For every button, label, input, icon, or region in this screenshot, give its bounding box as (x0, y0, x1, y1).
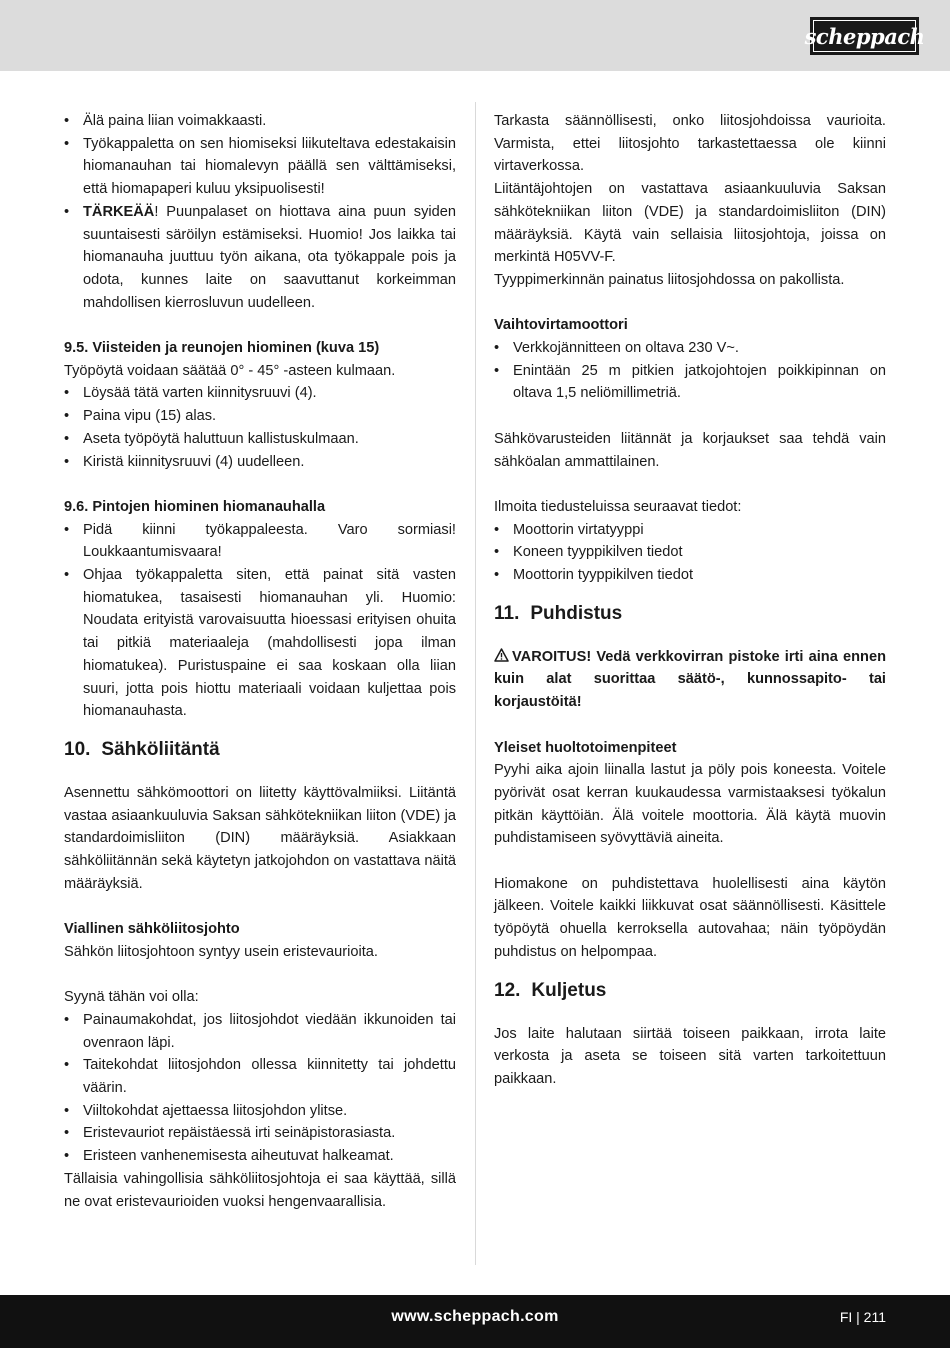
causes-outro: Tällaisia vahingollisia sähköliitosjohtoja ei saa käyttää, sillä ne ovat eristevaurioiden vuoksi hengenvaarallisia. (64, 1170, 456, 1210)
faulty-cable-text: Sähkön liitosjohtoon syntyy usein eristevaurioita. (64, 943, 378, 960)
list-item (64, 201, 456, 315)
list-item: • Verkkojännitteen on oltava 230 V~. (494, 337, 886, 360)
list-item: • Pidä kiinni työkappaleesta. Varo sormiasi! Loukkaantumisvaara! (64, 519, 456, 564)
section-10-heading (64, 737, 456, 763)
warning-text: VAROITUS! Vedä verkkovirran pistoke irti aina ennen kuin alat suorittaa säätö-, kunnossapito- tai korjaustöitä! (494, 648, 886, 711)
page-number: FI | 211 (839, 1309, 886, 1325)
ac-motor-list (494, 337, 886, 405)
important-label: TÄRKEÄÄ (83, 203, 155, 220)
footer-website: www.scheppach.com (391, 1308, 559, 1325)
section-12-heading (494, 978, 886, 1004)
cable-standard-text: Liitäntäjohtojen on vastattava asiaankuuluvia Saksan sähkötekniikan liiton (VDE) ja standardoimisliiton (DIN) määräyksiä. Käytä vain sellaisia liitosjohtoja, joissa on merkintä H05VV-F. (494, 181, 886, 266)
section-9-6-title: 9.6. Pintojen hiominen hiomanauhalla (64, 498, 326, 515)
section-9-5-title: 9.5. Viisteiden ja reunojen hiominen (kuva 15) (64, 340, 380, 357)
electrician-text: Sähkövarusteiden liitännät ja korjaukset saa tehdä vain sähköalan ammattilainen. (494, 430, 886, 470)
maintenance-text: Pyyhi aika ajoin liinalla lastut ja pöly pois koneesta. Voitele pyörivät osat kerran kuukaudessa varmistaaksesi työkalun pitkän käyttöiän. Älä voitele moottoria. Älä käytä muovin puhdistamiseen syövyttäviä aineita. (494, 762, 886, 847)
list-item: • Enintään 25 m pitkien jatkojohtojen poikkipinnan on oltava 1,5 neliömillimetriä. (494, 360, 886, 405)
list-item: • Eristeen vanhenemisesta aiheutuvat halkeamat. (64, 1145, 456, 1168)
warning-triangle-icon (494, 648, 509, 662)
brand-logo (804, 17, 925, 55)
transport-text: Jos laite halutaan siirtää toiseen paikkaan, irrota laite verkosta ja aseta se toiseen sitä varten tarkoitettuun paikkaan. (494, 1025, 886, 1087)
section-title: Kuljetus (531, 979, 607, 1001)
left-column (64, 110, 456, 1213)
section-number: 10. (64, 738, 91, 760)
list-item: • Älä paina liian voimakkaasti. (64, 110, 456, 133)
section-9-5-steps (64, 382, 456, 473)
cleaning-text: Hiomakone on puhdistettava huolellisesti aina käytön jälkeen. Voitele kaikki liikkuvat osat säännöllisesti. Käsittele työpöytä ohuella kerroksella autovahaa; näin työpöydän puhdistus on helpompaa. (494, 875, 886, 960)
right-column (494, 110, 886, 1091)
list-item: • Viiltokohdat ajettaessa liitosjohdon ylitse. (64, 1100, 456, 1123)
list-item: • Moottorin virtatyyppi (494, 519, 886, 542)
section-title: Sähköliitäntä (101, 738, 220, 760)
section-9-6-steps (64, 519, 456, 723)
section-title: Puhdistus (530, 602, 623, 624)
inquiry-list (494, 519, 886, 587)
list-item: • Aseta työpöytä haluttuun kallistuskulmaan. (64, 428, 456, 451)
list-item: • Kiristä kiinnitysruuvi (4) uudelleen. (64, 451, 456, 474)
maintenance-title: Yleiset huoltotoimenpiteet (494, 739, 677, 756)
list-item: • Painaumakohdat, jos liitosjohdot viedään ikkunoiden tai ovenraon läpi. (64, 1009, 456, 1054)
cable-check-text: Tarkasta säännöllisesti, onko liitosjohdoissa vaurioita. Varmista, ettei liitosjohto tarkastettaessa ole kiinni virtaverkossa. (494, 113, 886, 175)
column-divider (475, 102, 476, 1265)
section-number: 12. (494, 979, 521, 1001)
list-item: • Koneen tyyppikilven tiedot (494, 541, 886, 564)
important-text: ! Puunpalaset on hiottava aina puun syiden suuntaisesti säröilyn estämiseksi. Huomio! Jos laikka tai hiomanauha juuttuu työn aikana, ota työkappale pois ja odota, kunnes laite on saavuttanut korkeimman mahdollisen kierrosluvun uudelleen. (83, 203, 456, 311)
type-marking-text: Tyyppimerkinnän painatus liitosjohdossa on pakollista. (494, 271, 845, 288)
list-item: • Löysää tätä varten kiinnitysruuvi (4). (64, 382, 456, 405)
sanding-tips-list (64, 110, 456, 314)
brand-logo-text: scheppach (804, 23, 925, 49)
section-11-heading (494, 601, 886, 627)
causes-list (64, 1009, 456, 1168)
section-9-5-intro: Työpöytä voidaan säätää 0° - 45° -asteen kulmaan. (64, 362, 396, 379)
list-item: • Paina vipu (15) alas. (64, 405, 456, 428)
list-item: • Eristevauriot repäistäessä irti seinäpistorasiasta. (64, 1122, 456, 1145)
inquiry-intro: Ilmoita tiedusteluissa seuraavat tiedot: (494, 498, 742, 515)
list-item: • Työkappaletta on sen hiomiseksi liikuteltava edestakaisin hiomanauhan tai hiomalevyn päällä sen välttämiseksi, että hiomapaperi kuluu yksipuolisesti! (64, 133, 456, 201)
section-10-paragraph: Asennettu sähkömoottori on liitetty käyttövalmiiksi. Liitäntä vastaa asiaankuuluvia Saksan sähkötekniikan liiton (VDE) ja standardoimisliiton (DIN) määräyksiä. Asiakkaan sähköliitännän sekä käytetyn jatkojohdon on vastattava näitä määräyksiä. (64, 784, 456, 892)
causes-intro: Syynä tähän voi olla: (64, 989, 199, 1006)
warning-notice (494, 646, 886, 714)
list-item: • Ohjaa työkappaletta siten, että painat sitä vasten hiomatukea, tasaisesti hiomanauhan yli. Huomio: Noudata erityistä varovaisuutta hioessasi erityisen ohuita tai pitkiä materiaaleja (mahdollisesti jopa ilman hiomatukea). Puristuspaine ei saa koskaan olla liian suuri, jotta pois hiottu materiaali voidaan kuljettaa pois hiomanauhasta. (64, 564, 456, 723)
list-item: • Taitekohdat liitosjohdon ollessa kiinnitetty tai johdettu väärin. (64, 1054, 456, 1099)
ac-motor-title: Vaihtovirtamoottori (494, 317, 628, 334)
section-number: 11. (494, 602, 520, 624)
list-item: • Moottorin tyyppikilven tiedot (494, 564, 886, 587)
faulty-cable-title: Viallinen sähköliitosjohto (64, 921, 240, 938)
